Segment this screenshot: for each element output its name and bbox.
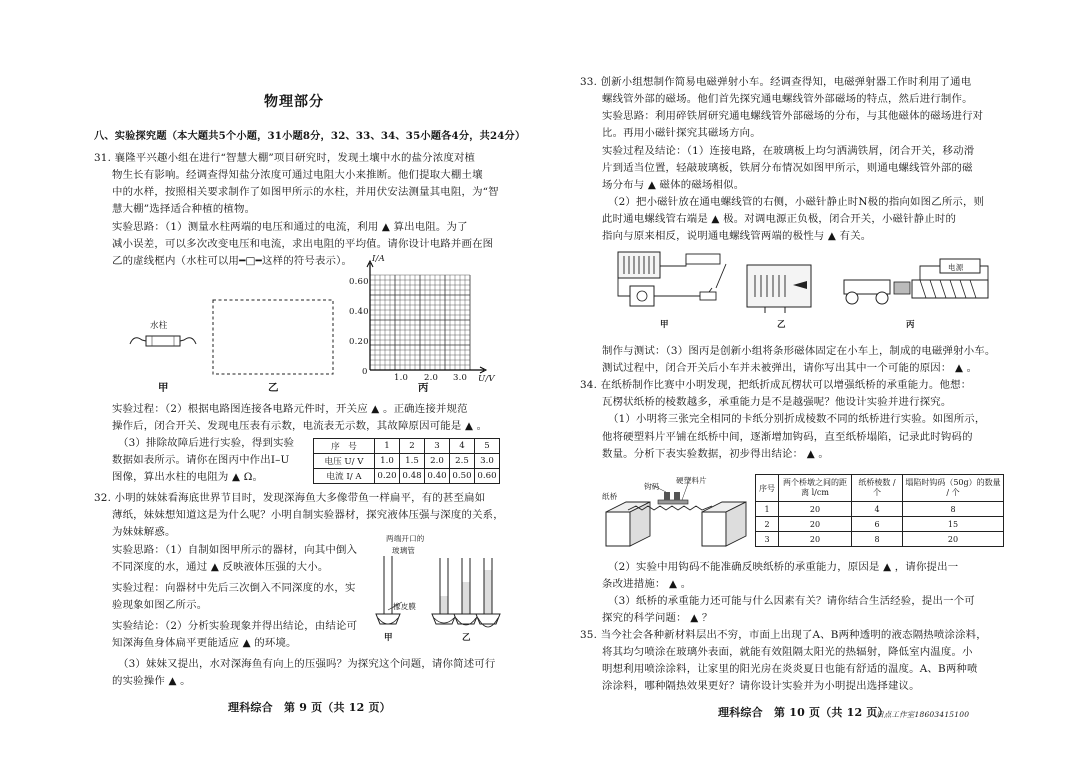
- table-cell: 0.20: [375, 469, 400, 484]
- q31-q3-1: （3）排除故障后进行实验，得到实验: [118, 437, 295, 449]
- water-column-figure: [128, 330, 198, 352]
- q32-conclusion-2: 知深海鱼身体扁平更能适应 ▲ 的环境。: [112, 637, 297, 649]
- q33-line-2: 螺线管外部的磁场。他们首先探究通电螺线管外部磁场的特点，然后进行制作。: [602, 93, 973, 105]
- fig-label-jia: 甲: [158, 382, 169, 394]
- power-label: 电源: [948, 263, 964, 272]
- q34-q3-2: 探究的科学问题： ▲ ？: [602, 612, 713, 624]
- page-title: 物理部分: [264, 94, 324, 110]
- graph-origin: 0: [362, 367, 368, 377]
- watermark: 启点工作室18603415100: [876, 710, 970, 719]
- q31-data-table: [313, 438, 500, 484]
- q31-line-3: 中的水样，按照相关要求制作了如图甲所示的水柱，并用伏安法测量其电阻，为“智: [112, 186, 499, 198]
- water-column-label: 水柱: [150, 321, 168, 331]
- q31-line-2: 物生长有影响。经调查得知盐分浓度可通过电阻大小来推断。他们提取大棚土壤: [112, 169, 483, 181]
- q32-fig-label-yi: 乙: [462, 633, 471, 643]
- table-cell: 0.48: [400, 469, 425, 484]
- paper-bridge-figure: [602, 488, 750, 550]
- table-cell: 6: [852, 517, 903, 532]
- table-cell: 2.0: [425, 454, 450, 469]
- q33-line-5: 实验过程及结论：（1）连接电路，在玻璃板上均匀洒满铁屑，闭合开关，移动滑: [602, 145, 975, 157]
- q34-line-3: （1）小明将三张完全相同的卡纸分别折成棱数不同的纸桥进行实验。如图所示，: [608, 413, 986, 425]
- q34-q2-1: （2）实验中用钩码不能准确反映纸桥的承重能力，原因是 ▲ ，请你提出一: [608, 561, 959, 573]
- graph-ytick-040: 0.40: [349, 307, 369, 317]
- q34-line-1: 34. 在纸桥制作比赛中小明发现，把纸折成瓦楞状可以增强纸桥的承重能力。他想：: [580, 379, 972, 391]
- q32-idea-1: 实验思路：（1）自制如图甲所示的器材，向其中倒入: [112, 544, 358, 556]
- q35-line-2: 将其均匀喷涂在玻璃外表面，就能有效阻隔太阳光的热辐射，降低室内温度。小: [602, 646, 973, 658]
- right-footer: 理科综合 第 10 页（共 12 页）: [718, 706, 889, 719]
- q33-line-8: （2）把小磁针放在通电螺线管的右侧，小磁针静止时N极的指向如图乙所示，则: [608, 196, 985, 208]
- fig-label-yi: 乙: [268, 382, 279, 394]
- table-header: 塌陷时钩码（50g）的数量 / 个: [903, 475, 1004, 502]
- table-cell: 电压 U/ V: [314, 454, 375, 469]
- graph-xlabel: U/V: [478, 374, 495, 384]
- q31-q3-3: 图像，算出水柱的电阻为 ▲ Ω。: [112, 471, 264, 483]
- tube-label-2: 玻璃管: [392, 546, 416, 555]
- q32-process-1: 实验过程：向器材中先后三次倒入不同深度的水，实: [112, 582, 356, 594]
- q33-line-9: 此时通电螺线管右端是 ▲ 极。对调电源正负极，闭合开关，小磁针静止时的: [602, 213, 957, 225]
- q34-line-4: 他将硬塑料片平铺在纸桥中间，逐渐增加钩码，直至纸桥塌陷，记录此时钩码的: [602, 431, 973, 443]
- section-heading: 八、实验探究题（本大题共5个小题，31小题8分，32、33、34、35小题各4分，共24分）: [94, 130, 526, 142]
- q34-q2-2: 条改进措施： ▲ 。: [602, 578, 692, 590]
- film-label: 橡皮膜: [393, 602, 417, 611]
- q33-fig-label-yi: 乙: [777, 320, 786, 330]
- graph-ytick-060: 0.60: [349, 277, 369, 287]
- table-cell: 1: [756, 502, 779, 517]
- table-header: 纸桥棱数 / 个: [852, 475, 903, 502]
- table-header: 序号: [756, 475, 779, 502]
- q32-idea-2: 不同深度的水，通过 ▲ 反映液体压强的大小。: [112, 561, 329, 573]
- q33-make-1: 制作与测试：（3）图丙是创新小组将条形磁体固定在小车上，制成的电磁弹射小车。: [602, 345, 996, 357]
- q33-line-3: 实验思路：利用碎铁屑研究通电螺线管外部磁场的分布，与其他磁体的磁场进行对: [602, 110, 984, 122]
- table-cell: 20: [903, 532, 1004, 547]
- magnet-needle-figure: [745, 263, 815, 315]
- q32-line-1: 32. 小明的妹妹看海底世界节目时，发现深海鱼大多像带鱼一样扁平，有的甚至扁如: [94, 492, 486, 504]
- table-cell: 1.0: [375, 454, 400, 469]
- left-footer: 理科综合 第 9 页（共 12 页）: [228, 701, 391, 714]
- q31-line-6: 减小误差，可以多次改变电压和电流，求出电阻的平均值。请你设计电路并画在图: [112, 238, 494, 250]
- glass-tube-figure: [372, 552, 502, 640]
- graph-xtick-2: 2.0: [424, 373, 439, 383]
- table-cell: 15: [903, 517, 1004, 532]
- table-cell: 20: [779, 532, 852, 547]
- q31-line-7: 乙的虚线框内（水柱可以用━□━这样的符号表示）。: [112, 255, 353, 267]
- right-page: [540, 0, 1080, 764]
- graph-xtick-3: 3.0: [453, 373, 468, 383]
- q33-line-1: 33. 创新小组想制作简易电磁弹射小车。经调查得知，电磁弹射器工作时利用了通电: [580, 76, 972, 88]
- graph-ytick-020: 0.20: [349, 337, 369, 347]
- bridge-label: 纸桥: [602, 492, 618, 501]
- table-header: 2: [400, 439, 425, 454]
- table-cell: 0.60: [475, 469, 500, 484]
- q34-line-2: 瓦楞状纸桥的棱数越多，承重能力是不是越强呢？他设计实验并进行探究。: [602, 396, 952, 408]
- tube-label-1: 两端开口的: [386, 534, 425, 543]
- q33-line-4: 比。再用小磁针探究其磁场方向。: [602, 127, 761, 139]
- table-cell: 2: [756, 517, 779, 532]
- table-cell: 电流 I/ A: [314, 469, 375, 484]
- q33-fig-label-bing: 丙: [906, 320, 915, 330]
- q31-process-2: 操作后，闭合开关、发现电压表有示数，电流表无示数，其故障原因可能是 ▲ 。: [112, 420, 488, 432]
- q31-line-1: 31. 襄隆平兴趣小组在进行“智慧大棚”项目研究时，发现土壤中水的盐分浓度对植: [94, 152, 476, 164]
- magnet-car-figure: [840, 256, 990, 314]
- graph-ylabel: I/A: [372, 254, 385, 264]
- q35-line-3: 明想利用喷涂涂料，让家里的阳光房在炎炎夏日也能有舒适的温度。A、B两种喷: [602, 663, 978, 675]
- table-header: 5: [475, 439, 500, 454]
- table-cell: 8: [903, 502, 1004, 517]
- q33-line-6: 片到适当位置，轻敲玻璃板，铁屑分布情况如图甲所示，则通电螺线管外部的磁: [602, 162, 973, 174]
- q35-line-1: 35. 当今社会各种新材料层出不穷，市面上出现了A、B两种透明的液态隔热喷涂涂料，: [580, 629, 987, 641]
- q33-line-7: 场分布与 ▲ 磁体的磁场相似。: [602, 179, 745, 191]
- table-cell: 2.5: [450, 454, 475, 469]
- q31-line-5: 实验思路：（1）测量水柱两端的电压和通过的电流，利用 ▲ 算出电阻。为了: [112, 221, 468, 233]
- q34-data-table: [755, 474, 1004, 547]
- table-header: 序 号: [314, 439, 375, 454]
- q32-q3-1: （3）妹妹又提出，水对深海鱼有向上的压强吗？为探究这个问题，请你简述可行: [118, 658, 496, 670]
- table-header: 4: [450, 439, 475, 454]
- table-cell: 3: [756, 532, 779, 547]
- q31-process-1: 实验过程：（2）根据电路图连接各电路元件时，开关应 ▲ 。正确连接并规范: [112, 403, 468, 415]
- q33-make-2: 测试过程中，闭合开关后小车并未被弹出，请你写出其中一个可能的原因： ▲ 。: [602, 362, 978, 374]
- circuit-dashed-box: [212, 299, 334, 375]
- table-cell: 3.0: [475, 454, 500, 469]
- table-cell: 0.50: [450, 469, 475, 484]
- q32-q3-2: 的实验操作 ▲ 。: [112, 675, 191, 687]
- q34-line-5: 数量。分析下表实验数据，初步得出结论： ▲ 。: [602, 448, 830, 460]
- table-header: 3: [425, 439, 450, 454]
- q32-line-2: 薄纸，妹妹想知道这是为什么呢？小明自制实验器材，探究液体压强与深度的关系，: [112, 509, 504, 521]
- graph-xtick-1: 1.0: [394, 373, 409, 383]
- plastic-sheet-label: 硬塑料片: [676, 476, 707, 485]
- table-cell: 1.5: [400, 454, 425, 469]
- q34-q3-1: （3）纸桥的承重能力还可能与什么因素有关？请你结合生活经验，提出一个可: [608, 595, 975, 607]
- q31-line-4: 慧大棚”选择适合种植的植物。: [112, 203, 256, 215]
- q32-conclusion-1: 实验结论：（2）分析实验现象并得出结论，由结论可: [112, 620, 358, 632]
- table-cell: 20: [779, 517, 852, 532]
- table-header: 1: [375, 439, 400, 454]
- table-cell: 0.40: [425, 469, 450, 484]
- q33-fig-label-jia: 甲: [660, 320, 669, 330]
- q32-process-2: 验现象如图乙所示。: [112, 599, 208, 611]
- q31-q3-2: 数据如表所示。请你在图丙中作出I–U: [112, 454, 290, 466]
- q35-line-4: 涂涂料，哪种隔热效果更好？请你设计实验并为小明提出选择建议。: [602, 680, 920, 692]
- table-header: 两个桥墩之间的距离 l/cm: [779, 475, 852, 502]
- q32-line-3: 为妹妹解惑。: [112, 526, 176, 538]
- table-cell: 4: [852, 502, 903, 517]
- table-cell: 20: [779, 502, 852, 517]
- fig-label-bing: 丙: [418, 382, 429, 394]
- solenoid-circuit-figure: [616, 248, 746, 318]
- q32-fig-label-jia: 甲: [384, 633, 393, 643]
- weight-label: 钩码: [644, 482, 660, 491]
- table-cell: 8: [852, 532, 903, 547]
- q33-line-10: 指向与原来相反，说明通电螺线管两端的极性与 ▲ 有关。: [602, 230, 872, 242]
